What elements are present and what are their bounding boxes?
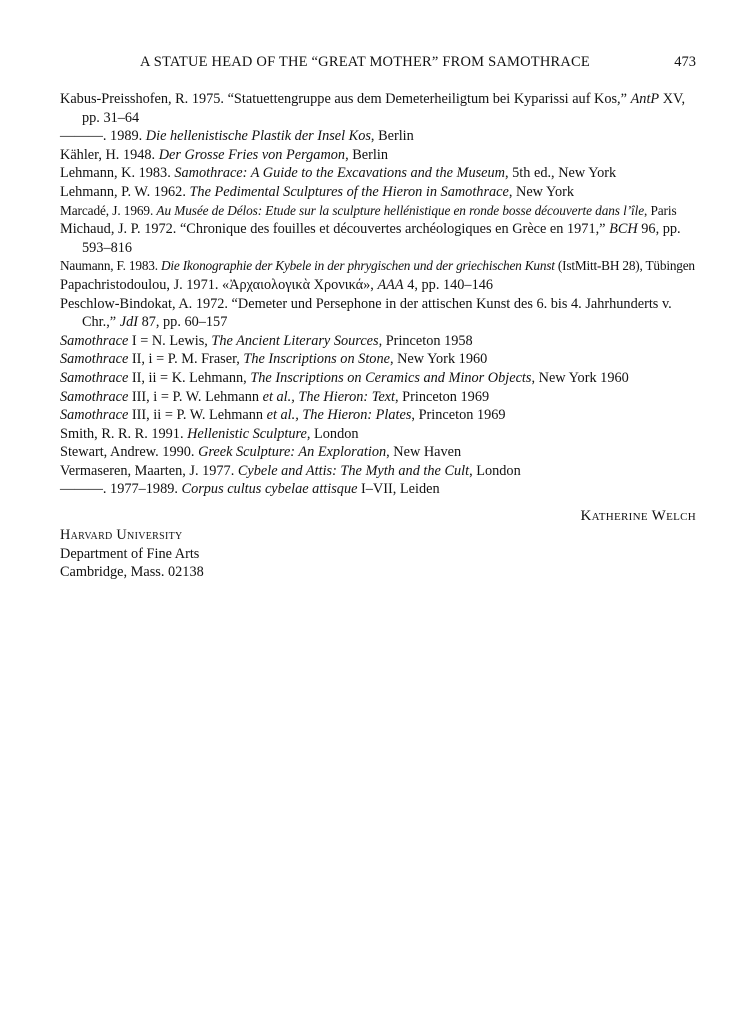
reference-entry: Marcadé, J. 1969. Au Musée de Délos: Etude sur la sculpture hellénistique en ronde bosse découverte dans l’île, Paris: [60, 202, 677, 218]
reference-entry: Samothrace I = N. Lewis, The Ancient Literary Sources, Princeton 1958: [60, 332, 473, 349]
running-title: A STATUE HEAD OF THE “GREAT MOTHER” FROM SAMOTHRACE: [140, 54, 590, 70]
reference-entry: Smith, R. R. R. 1991. Hellenistic Sculpture, London: [60, 425, 359, 442]
reference-entry: Naumann, F. 1983. Die Ikonographie der Kybele in der phrygischen und der griechischen Kunst (IstMitt-BH 28), Tübingen: [60, 258, 695, 274]
author-address: [60, 526, 204, 582]
bibliography: [60, 90, 696, 499]
department: Department of Fine Arts: [60, 545, 200, 562]
reference-entry: Samothrace III, i = P. W. Lehmann et al., The Hieron: Text, Princeton 1969: [60, 388, 490, 405]
reference-entry: Michaud, J. P. 1972. “Chronique des fouilles et découvertes archéologiques en Grèce en 1971,” BCH 96, pp. 593–816: [60, 221, 681, 256]
reference-entry: ———. 1989. Die hellenistische Plastik der Insel Kos, Berlin: [60, 128, 414, 145]
reference-entry: Stewart, Andrew. 1990. Greek Sculpture: An Exploration, New Haven: [60, 444, 462, 461]
reference-entry: Peschlow-Bindokat, A. 1972. “Demeter und Persephone in der attischen Kunst des 6. bis 4. Jahrhunderts v. Chr.,” JdI 87, pp. 60–157: [60, 295, 672, 331]
reference-entry: Vermaseren, Maarten, J. 1977. Cybele and Attis: The Myth and the Cult, London: [60, 462, 521, 479]
reference-entry: Lehmann, P. W. 1962. The Pedimental Sculptures of the Hieron in Samothrace, New York: [60, 183, 574, 200]
reference-entry: Samothrace II, i = P. M. Fraser, The Inscriptions on Stone, New York 1960: [60, 351, 488, 368]
reference-entry: Lehmann, K. 1983. Samothrace: A Guide to the Excavations and the Museum, 5th ed., New York: [60, 165, 617, 182]
page-number: 473: [674, 54, 696, 70]
running-header: [60, 54, 696, 74]
reference-entry: Samothrace II, ii = K. Lehmann, The Inscriptions on Ceramics and Minor Objects, New York 1960: [60, 369, 629, 386]
reference-entry: ———. 1977–1989. Corpus cultus cybelae attisque I–VII, Leiden: [60, 481, 440, 498]
institution: Harvard University: [60, 527, 183, 543]
author-signature: Katherine Welch: [580, 508, 696, 524]
city: Cambridge, Mass. 02138: [60, 564, 204, 581]
reference-entry: Samothrace III, ii = P. W. Lehmann et al., The Hieron: Plates, Princeton 1969: [60, 407, 506, 424]
reference-entry: Papachristodoulou, J. 1971. «Ἀρχαιολογικὰ Χρονικά», AAA 4, pp. 140–146: [60, 276, 494, 293]
reference-entry: Kabus-Preisshofen, R. 1975. “Statuettengruppe aus dem Demeterheiligtum bei Kyparissi auf Kos,” AntP XV, pp. 31–64: [60, 91, 686, 126]
reference-entry: Kähler, H. 1948. Der Grosse Fries von Pergamon, Berlin: [60, 146, 388, 163]
